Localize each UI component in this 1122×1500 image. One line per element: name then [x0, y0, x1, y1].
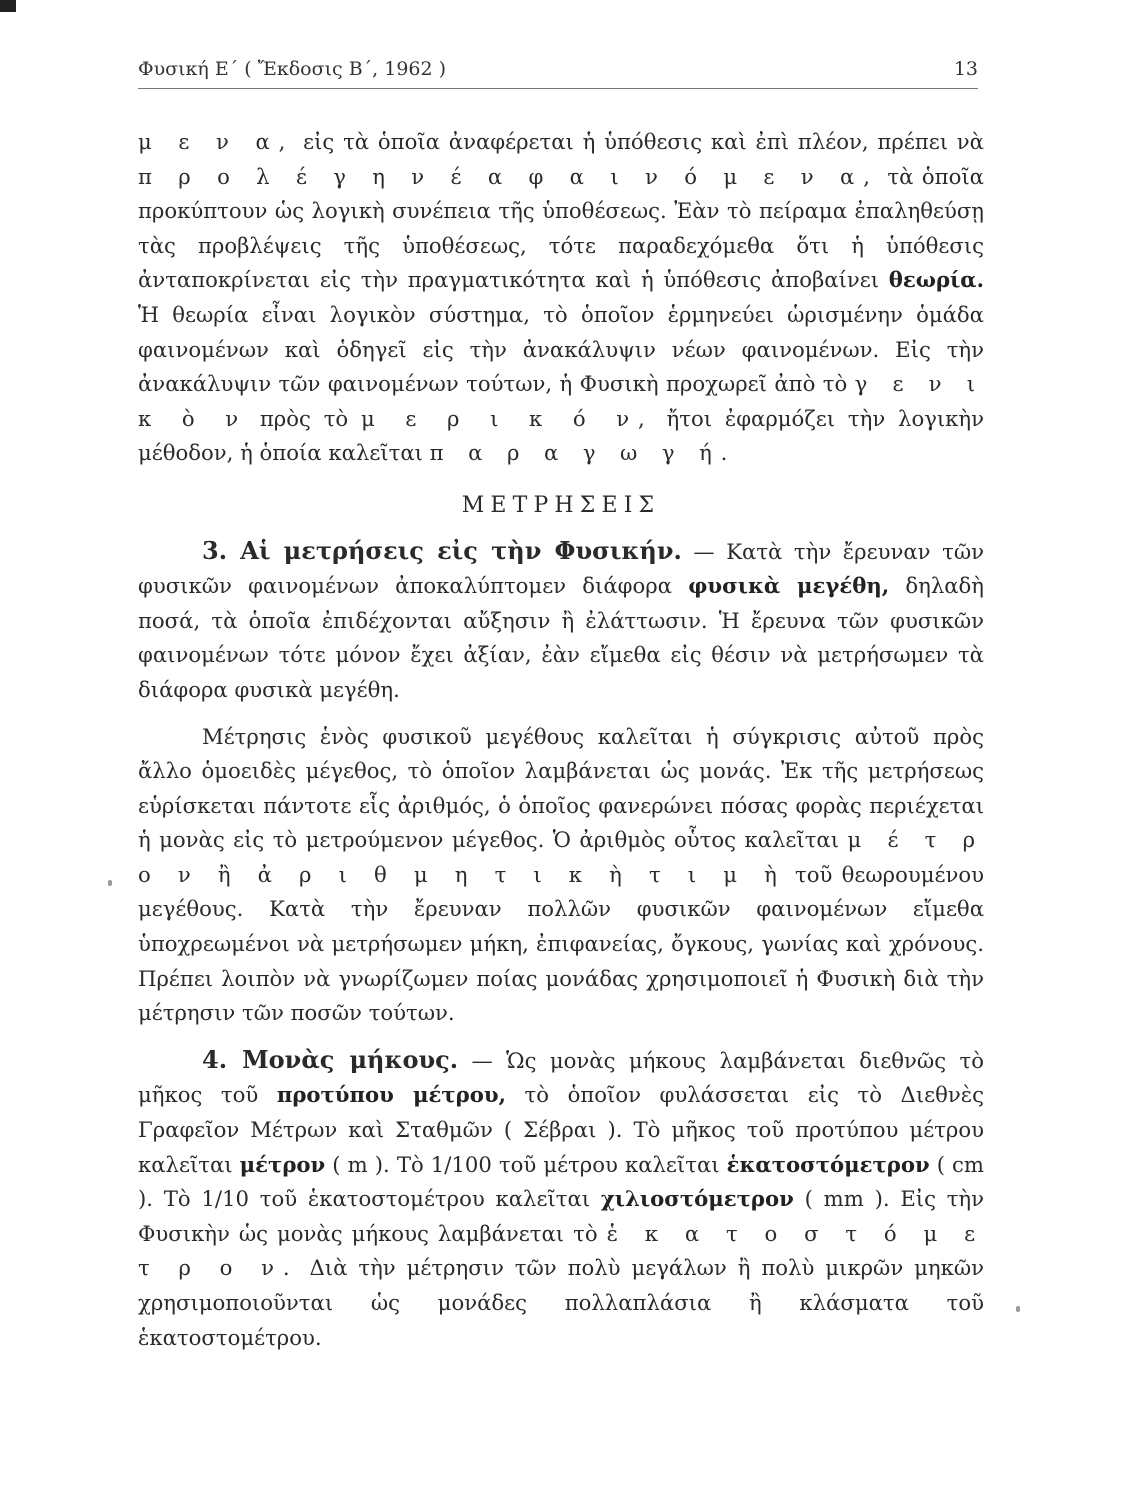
section-3-paragraph	[138, 534, 984, 708]
section-4-paragraph	[138, 1043, 984, 1355]
text-run: τὰ ὁποῖα προκύπτουν ὡς λογικὴ συνέπεια τῆς ὑποθέσεως. Ἐὰν τὸ πείραμα ἐπαληθεύσῃ τὰς προβλέψεις τῆς ὑποθέσεως, τότε παραδεχόμεθα ὅτι ἡ ὑπόθεσις ἀνταποκρίνεται εἰς τὴν πραγματικότητα καὶ ἡ ὑπόθεσις ἀποβαίνει	[138, 163, 984, 293]
text-run: δηλαδὴ ποσά, τὰ ὁποῖα ἐπιδέχονται αὔξησιν ἢ ἐλάττωσιν. Ἡ ἔρευνα τῶν φυσικῶν φαινομένων τότε μόνον ἔχει ἀξίαν, ἐὰν εἴμεθα εἰς θέσιν νὰ μετρήσωμεν τὰ διάφορα φυσικὰ μεγέθη.	[138, 573, 985, 702]
text-run: Διὰ τὴν μέτρησιν τῶν πολὺ μεγάλων ἢ πολὺ μικρῶν μηκῶν χρησιμοποιοῦνται ὡς μονάδες πολλαπλάσια ἢ κλάσματα τοῦ ἑκατοστομέτρου.	[138, 1255, 984, 1350]
bold-term: θεωρία.	[888, 267, 984, 293]
section-4-title: 4. Μονὰς μήκους.	[202, 1044, 459, 1074]
text-run: πρὸς τὸ	[247, 405, 361, 431]
spaced-text: μ ε ρ ι κ ό ν,	[361, 405, 654, 431]
scan-edge	[0, 0, 16, 12]
spaced-text: ἑ κ α τ ο σ τ ό μ ε τ ρ ο ν.	[138, 1220, 984, 1281]
page-body	[138, 125, 984, 1355]
text-run: ( mm ). Εἰς τὴν Φυσικὴν ὡς μονὰς μήκους λαμβάνεται τὸ	[138, 1186, 985, 1246]
page-header	[138, 58, 978, 80]
page-number: 13	[953, 58, 978, 80]
bold-term: χιλιοστόμετρον	[600, 1186, 794, 1212]
bold-term: μέτρον	[239, 1151, 326, 1177]
margin-mark	[108, 880, 112, 886]
running-title: Φυσική Ε΄ ( Ἔκδοσις Β΄, 1962 )	[138, 58, 447, 80]
text-run: Ἡ θεωρία εἶναι λογικὸν σύστημα, τὸ ὁποῖον ἑρμηνεύει ὡρισμένην ὁμάδα φαινομένων καὶ ὁδηγεῖ εἰς τὴν ἀνακάλυψιν νέων φαινομένων. Εἰς τὴν ἀνακάλυψιν τῶν φαινομένων τούτων, ἡ Φυσικὴ προχωρεῖ ἀπὸ τὸ	[138, 301, 984, 397]
header-rule	[138, 88, 978, 89]
text-run: Μέτρησις ἑνὸς φυσικοῦ μεγέθους καλεῖται ἡ σύγκρισις αὐτοῦ πρὸς ἄλλο ὁμοειδὲς μέγεθος, τὸ ὁποῖον λαμβάνεται ὡς μονάς. Ἐκ τῆς μετρήσεως εὑρίσκεται πάντοτε εἷς ἀριθμός, ὁ ὁποῖος φανερώνει πόσας φορὰς περιέχεται ἡ μονὰς εἰς τὸ μετρούμενον μέγεθος. Ὁ ἀριθμὸς οὗτος καλεῖται	[138, 723, 984, 853]
text-run: ἤτοι ἐφαρμόζει τὴν λογικὴν μέθοδον, ἡ ὁποία καλεῖται	[138, 405, 984, 466]
text-run: εἰς τὰ ὁποῖα ἀναφέρεται ἡ ὑπόθεσις καὶ ἐπὶ πλέον, πρέπει νὰ	[294, 129, 984, 154]
text-run: — Ὡς μονὰς μήκους λαμβάνεται διεθνῶς τὸ μῆκος τοῦ	[138, 1047, 984, 1108]
spaced-text: π α ρ α γ ω γ ή.	[429, 440, 737, 466]
measurement-paragraph	[138, 720, 984, 1031]
spaced-text: μ έ τ ρ ο ν ἢ ἀ ρ ι θ μ η τ ι κ ὴ τ ι μ ὴ	[138, 827, 984, 887]
spaced-text: π ρ ο λ έ γ η ν έ α φ α ι ν ό μ ε ν α,	[138, 163, 879, 189]
intro-paragraph	[138, 125, 984, 471]
text-run: ( m ). Τὸ 1/100 τοῦ μέτρου καλεῖται	[325, 1151, 727, 1177]
text-run: τοῦ θεωρουμένου μεγέθους. Κατὰ τὴν ἔρευναν πολλῶν φυσικῶν φαινομένων εἴμεθα ὑποχρεωμένοι νὰ μετρήσωμεν μήκη, ἐπιφανείας, ὄγκους, γωνίας καὶ χρόνους. Πρέπει λοιπὸν νὰ γνωρίζωμεν ποίας μονάδας χρησιμοποιεῖ ἡ Φυσικὴ διὰ τὴν μέτρησιν τῶν ποσῶν τούτων.	[138, 861, 984, 1026]
text-run: τὸ ὁποῖον φυλάσσεται εἰς τὸ Διεθνὲς Γραφεῖον Μέτρων καὶ Σταθμῶν ( Σέβραι ). Τὸ μῆκος τοῦ προτύπου μέτρου καλεῖται	[138, 1082, 985, 1177]
bold-term: φυσικὰ μεγέθη,	[688, 573, 890, 599]
bold-term: ἑκατοστόμετρον	[726, 1151, 930, 1177]
text-run: — Κατὰ τὴν ἔρευναν τῶν φυσικῶν φαινομένων ἀποκαλύπτομεν διάφορα	[138, 538, 984, 599]
section-heading: ΜΕΤΡΗΣΕΙΣ	[461, 492, 661, 518]
bold-term: προτύπου μέτρου,	[276, 1082, 506, 1108]
spaced-text: γ ε ν ι κ ὸ ν	[138, 371, 984, 431]
spaced-text: μ ε ν α,	[138, 129, 295, 154]
section-3-title: 3. Αἱ μετρήσεις εἰς τὴν Φυσικήν.	[202, 535, 682, 565]
text-run: ( cm ). Τὸ 1/10 τοῦ ἑκατοστομέτρου καλεῖται	[138, 1151, 985, 1212]
margin-mark	[1016, 1306, 1020, 1312]
